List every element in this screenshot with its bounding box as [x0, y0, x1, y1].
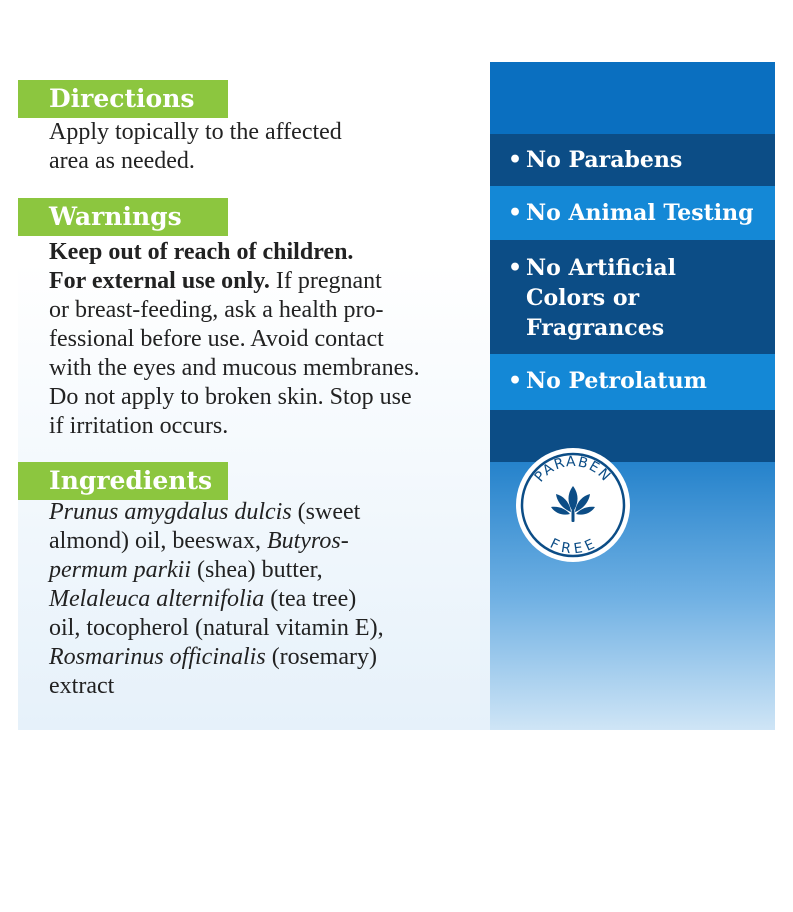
ingredient-latin: Butyros- [266, 528, 349, 554]
claim-label: Fragrances [526, 315, 665, 341]
directions-heading: Directions [18, 80, 228, 118]
warnings-line [49, 267, 439, 296]
warnings-line: or breast-feeding, ask a health pro- [49, 297, 384, 323]
claim-label: No Animal Testing [526, 200, 754, 226]
warnings-line: with the eyes and mucous membranes. [49, 355, 420, 381]
ingredients-line: extract [49, 673, 115, 699]
claim-label: No Artificial [526, 255, 676, 281]
warnings-bold: For external use only. [49, 268, 270, 294]
ingredients-line [49, 527, 439, 556]
claim-label: No Parabens [526, 147, 683, 173]
claim-label: No Petrolatum [526, 368, 707, 394]
claim-no-parabens [490, 134, 775, 186]
claim-no-artificial [490, 240, 775, 354]
ingredients-heading: Ingredients [18, 462, 228, 500]
bullet-icon: • [508, 200, 523, 226]
claim-no-animal-testing [490, 186, 775, 240]
directions-text [49, 118, 439, 176]
ingredient-common: (shea) butter, [190, 557, 323, 583]
warnings-line: Keep out of reach of children. [49, 239, 354, 265]
bullet-icon: • [508, 368, 523, 394]
ingredients-line [49, 643, 439, 672]
ingredient-common: (sweet [291, 499, 361, 525]
claim-no-petrolatum [490, 354, 775, 410]
ingredients-text [49, 498, 439, 701]
ingredient-latin: Melaleuca alternifolia [49, 586, 265, 612]
warnings-line: fessional before use. Avoid contact [49, 326, 384, 352]
claims-column [490, 62, 775, 730]
badge-bottom-text: FREE [547, 535, 599, 558]
directions-line: Apply topically to the affected [49, 119, 342, 145]
ingredient-common: (rosemary) [265, 644, 377, 670]
warnings-heading: Warnings [18, 198, 228, 236]
label-panel [18, 62, 775, 730]
warnings-line: Do not apply to broken skin. Stop use [49, 384, 412, 410]
claim-label: Colors or [526, 285, 640, 311]
directions-line: area as needed. [49, 148, 195, 174]
ingredients-line [49, 585, 439, 614]
ingredient-common: (tea tree) [264, 586, 357, 612]
ingredient-common: almond) oil, beeswax, [49, 528, 267, 554]
ingredient-latin: permum parkii [49, 557, 191, 583]
info-column [18, 62, 490, 730]
badge-top-text: PARABEN [531, 453, 615, 486]
warnings-rest: If pregnant [269, 268, 382, 294]
warnings-line: if irritation occurs. [49, 413, 229, 439]
ingredient-latin: Rosmarinus officinalis [49, 644, 266, 670]
paraben-free-badge [514, 446, 632, 564]
ingredient-latin: Prunus amygdalus dulcis [49, 499, 292, 525]
ingredients-line [49, 498, 439, 527]
bullet-icon: • [508, 255, 523, 281]
ingredients-line [49, 556, 439, 585]
ingredients-line: oil, tocopherol (natural vitamin E), [49, 615, 384, 641]
bullet-icon: • [508, 147, 523, 173]
warnings-text [49, 238, 439, 441]
